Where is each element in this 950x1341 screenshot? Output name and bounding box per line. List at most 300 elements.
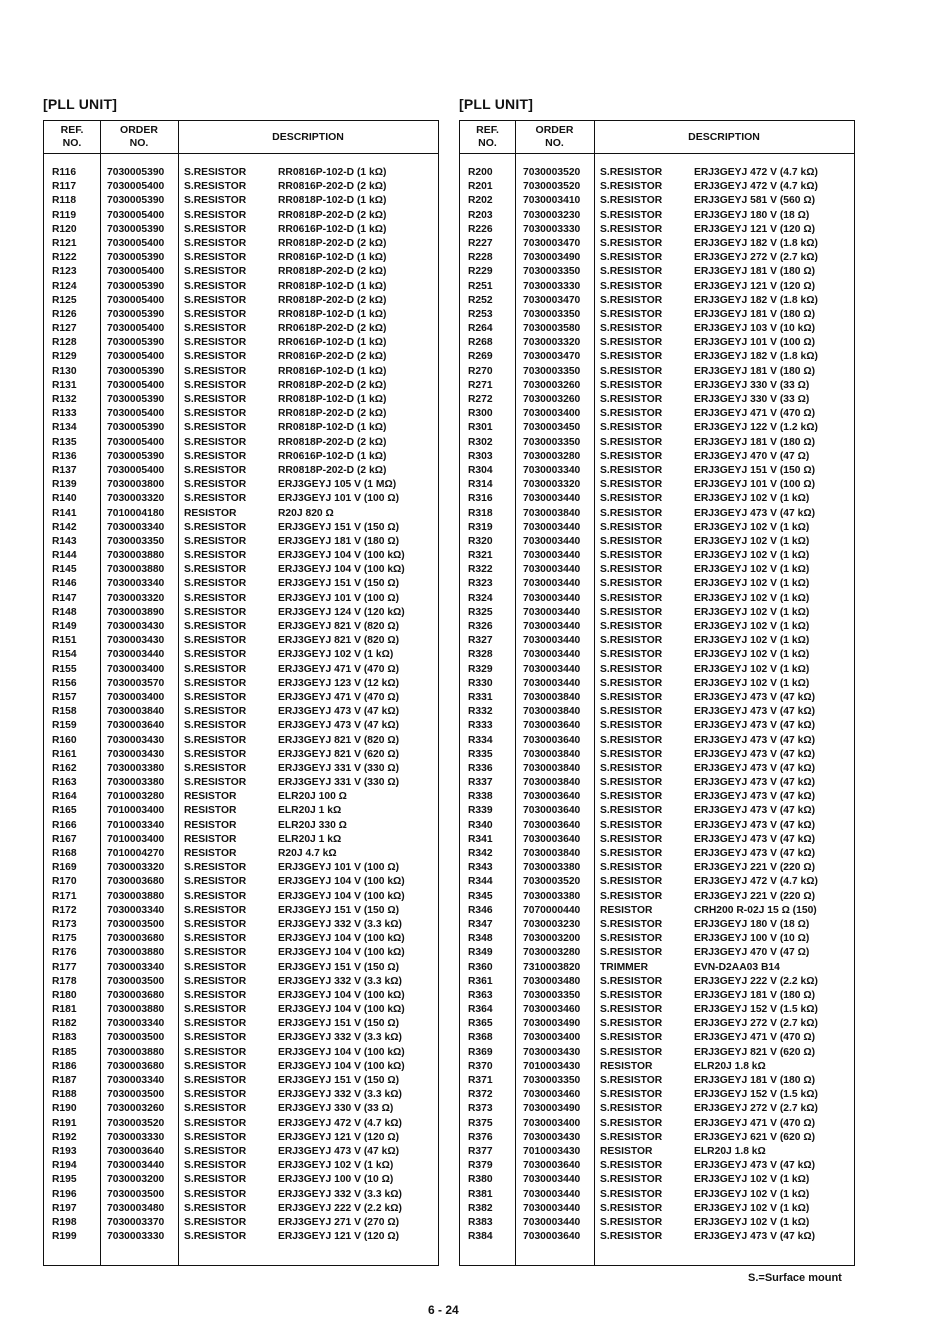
part-type: S.RESISTOR (600, 181, 663, 193)
order-no: 7030003840 (523, 748, 581, 760)
part-type: S.RESISTOR (184, 748, 247, 760)
order-no: 7030003320 (523, 337, 581, 349)
part-type: RESISTOR (184, 507, 237, 519)
part-value: ERJ3GEYJ 104 V (100 kΩ) (278, 876, 405, 888)
part-value: ERJ3GEYJ 332 V (3.3 kΩ) (278, 918, 402, 930)
table-row (460, 322, 854, 336)
ref-no: R193 (52, 1145, 77, 1157)
ref-no: R337 (468, 777, 493, 789)
part-type: S.RESISTOR (184, 1131, 247, 1143)
part-value: ERJ3GEYJ 471 V (470 Ω) (694, 1117, 816, 1129)
ref-no: R145 (52, 564, 77, 576)
order-no: 7030005390 (107, 167, 165, 178)
header-ref-no (460, 121, 515, 153)
ref-no: R343 (468, 862, 493, 874)
ref-no: R202 (468, 195, 493, 207)
table-row (460, 804, 854, 818)
table-row (460, 549, 854, 563)
part-value: ERJ3GEYJ 330 V (33 Ω) (694, 379, 810, 391)
ref-no: R124 (52, 280, 77, 292)
header-order-line1: ORDER (120, 124, 158, 136)
part-value: ERJ3GEYJ 104 V (100 kΩ) (278, 1060, 405, 1072)
order-no: 7030003340 (107, 578, 165, 590)
part-type: S.RESISTOR (184, 379, 247, 391)
table-row (44, 819, 438, 833)
ref-no: R146 (52, 578, 77, 590)
order-no: 7030003440 (107, 1160, 165, 1172)
ref-no: R363 (468, 989, 493, 1001)
part-value: ERJ3GEYJ 473 V (47 kΩ) (694, 791, 816, 803)
table-row (460, 1173, 854, 1187)
ref-no: R191 (52, 1117, 77, 1129)
ref-no: R271 (468, 379, 493, 391)
part-type: S.RESISTOR (184, 1046, 247, 1058)
part-value: ERJ3GEYJ 182 V (1.8 kΩ) (694, 351, 818, 363)
ref-no: R116 (52, 167, 77, 178)
order-no: 7030003680 (107, 1060, 165, 1072)
order-no: 7030005390 (107, 337, 165, 349)
order-no: 7030003340 (107, 521, 165, 533)
order-no: 7030003260 (523, 379, 581, 391)
part-value: ERJ3GEYJ 100 V (10 Ω) (694, 933, 810, 945)
ref-no: R144 (52, 550, 77, 562)
ref-no: R269 (468, 351, 493, 363)
ref-no: R185 (52, 1046, 77, 1058)
ref-no: R169 (52, 862, 77, 874)
ref-no: R137 (52, 464, 77, 476)
table-row (460, 1060, 854, 1074)
ref-no: R186 (52, 1060, 77, 1072)
part-value: ERJ3GEYJ 471 V (470 Ω) (278, 691, 400, 703)
ref-no: R368 (468, 1032, 493, 1044)
order-no: 7030003280 (523, 450, 581, 462)
part-type: S.RESISTOR (600, 408, 663, 420)
part-value: ERJ3GEYJ 102 V (1 kΩ) (694, 635, 810, 647)
part-value: ERJ3GEYJ 102 V (1 kΩ) (694, 493, 810, 505)
order-no: 7030003640 (523, 720, 581, 732)
part-value: ERJ3GEYJ 332 V (3.3 kΩ) (278, 1032, 402, 1044)
order-no: 7030003880 (107, 1046, 165, 1058)
part-value: RR0816P-102-D (1 kΩ) (278, 167, 387, 178)
header-description-label: DESCRIPTION (272, 130, 344, 143)
order-no: 7030003340 (107, 904, 165, 916)
part-type: S.RESISTOR (600, 493, 663, 505)
header-description-label: DESCRIPTION (688, 130, 760, 143)
table-row (460, 421, 854, 435)
ref-no: R148 (52, 606, 77, 618)
part-value: ERJ3GEYJ 473 V (47 kΩ) (278, 706, 400, 718)
table-row (44, 563, 438, 577)
table-row (460, 918, 854, 932)
order-no: 7030003840 (523, 762, 581, 774)
order-no: 7030005400 (107, 294, 165, 306)
ref-no: R324 (468, 592, 493, 604)
part-value: CRH200 R-02J 15 Ω (150) (694, 904, 817, 916)
table-row (44, 1088, 438, 1102)
table-row (44, 1188, 438, 1202)
order-no: 7030003440 (523, 592, 581, 604)
part-type: S.RESISTOR (600, 365, 663, 377)
part-value: ERJ3GEYJ 102 V (1 kΩ) (694, 550, 810, 562)
order-no: 7030003640 (523, 819, 581, 831)
table-row (460, 478, 854, 492)
table-row (44, 734, 438, 748)
table-row (460, 308, 854, 322)
part-value: ERJ3GEYJ 473 V (47 kΩ) (694, 734, 816, 746)
part-type: S.RESISTOR (600, 833, 663, 845)
order-no: 7030003440 (523, 1174, 581, 1186)
order-no: 7030003340 (107, 1075, 165, 1086)
ref-no: R316 (468, 493, 493, 505)
table-row (460, 989, 854, 1003)
part-value: ELR20J 330 Ω (278, 819, 347, 831)
order-no: 7030003400 (523, 1032, 581, 1044)
table-row (44, 634, 438, 648)
table-row (460, 975, 854, 989)
ref-no: R139 (52, 479, 77, 491)
part-value: R20J 820 Ω (278, 507, 334, 519)
order-no: 7030003450 (523, 422, 581, 434)
table-row (44, 606, 438, 620)
order-no: 7030003400 (107, 663, 165, 675)
part-type: S.RESISTOR (600, 1117, 663, 1129)
table-row (44, 1117, 438, 1131)
ref-no: R334 (468, 734, 493, 746)
order-no: 7030003330 (523, 223, 581, 235)
part-type: S.RESISTOR (600, 535, 663, 547)
part-type: S.RESISTOR (600, 791, 663, 803)
ref-no: R252 (468, 294, 493, 306)
ref-no: R176 (52, 947, 77, 959)
part-type: S.RESISTOR (600, 351, 663, 363)
part-value: ERJ3GEYJ 151 V (150 Ω) (278, 961, 400, 973)
table-row (460, 1145, 854, 1159)
part-type: S.RESISTOR (184, 550, 247, 562)
part-value: RR0818P-202-D (2 kΩ) (278, 266, 387, 278)
order-no: 7030005390 (107, 195, 165, 207)
part-type: S.RESISTOR (600, 975, 663, 987)
part-type: S.RESISTOR (184, 209, 247, 221)
part-value: ERJ3GEYJ 222 V (2.2 kΩ) (278, 1202, 402, 1214)
table-row (44, 833, 438, 847)
part-value: ERJ3GEYJ 101 V (100 Ω) (278, 592, 400, 604)
part-value: ERJ3GEYJ 471 V (470 Ω) (694, 408, 816, 420)
ref-no: R360 (468, 961, 493, 973)
table-row (460, 819, 854, 833)
table-row (460, 847, 854, 861)
order-no: 7030003440 (523, 635, 581, 647)
part-type: S.RESISTOR (600, 635, 663, 647)
table-row (460, 379, 854, 393)
order-no: 7030003440 (523, 663, 581, 675)
part-value: RR0818P-102-D (1 kΩ) (278, 308, 387, 320)
ref-no: R203 (468, 209, 493, 221)
part-value: ERJ3GEYJ 101 V (100 Ω) (694, 337, 816, 349)
part-value: ERJ3GEYJ 102 V (1 kΩ) (278, 1160, 394, 1172)
table-row (44, 890, 438, 904)
ref-no: R162 (52, 762, 77, 774)
part-type: S.RESISTOR (184, 280, 247, 292)
part-value: ELR20J 100 Ω (278, 791, 347, 803)
part-type: S.RESISTOR (184, 621, 247, 632)
order-no: 7030003580 (523, 323, 581, 335)
table-row (460, 507, 854, 521)
part-value: ERJ3GEYJ 821 V (820 Ω) (278, 635, 400, 647)
ref-no: R341 (468, 833, 493, 845)
table-row (44, 336, 438, 350)
table-row (44, 790, 438, 804)
header-order-line2: NO. (129, 137, 149, 149)
table-row (44, 847, 438, 861)
order-no: 7010003400 (107, 833, 165, 845)
ref-no: R182 (52, 1018, 77, 1030)
part-type: S.RESISTOR (184, 947, 247, 959)
part-value: ERJ3GEYJ 181 V (180 Ω) (694, 266, 816, 278)
order-no: 7030003350 (523, 989, 581, 1001)
order-no: 7030003490 (523, 1018, 581, 1030)
part-value: ERJ3GEYJ 104 V (100 kΩ) (278, 1046, 405, 1058)
part-type: S.RESISTOR (600, 1216, 663, 1228)
part-value: ERJ3GEYJ 821 V (620 Ω) (278, 748, 400, 760)
ref-no: R336 (468, 762, 493, 774)
part-value: ERJ3GEYJ 101 V (100 Ω) (278, 862, 400, 874)
part-type: S.RESISTOR (184, 181, 247, 193)
ref-no: R251 (468, 280, 493, 292)
order-no: 7030003680 (107, 876, 165, 888)
order-no: 7030005390 (107, 223, 165, 235)
left-table-rows (44, 166, 438, 1244)
table-row (44, 521, 438, 535)
part-type: S.RESISTOR (600, 1160, 663, 1172)
table-row (460, 961, 854, 975)
table-row (44, 166, 438, 180)
table-row (44, 194, 438, 208)
ref-no: R344 (468, 876, 493, 888)
part-type: S.RESISTOR (600, 436, 663, 448)
part-type: S.RESISTOR (184, 195, 247, 207)
part-type: S.RESISTOR (600, 691, 663, 703)
order-no: 7030003440 (523, 578, 581, 590)
order-no: 7030003440 (523, 564, 581, 576)
part-value: ERJ3GEYJ 473 V (47 kΩ) (278, 1145, 400, 1157)
part-type: S.RESISTOR (184, 493, 247, 505)
part-value: ERJ3GEYJ 180 V (18 Ω) (694, 209, 810, 221)
table-row (460, 294, 854, 308)
table-row (460, 464, 854, 478)
table-row (460, 762, 854, 776)
table-row (44, 280, 438, 294)
part-type: S.RESISTOR (184, 337, 247, 349)
order-no: 7030003520 (107, 1117, 165, 1129)
part-value: ERJ3GEYJ 181 V (180 Ω) (694, 989, 816, 1001)
order-no: 7030005390 (107, 394, 165, 405)
order-no: 7030003520 (523, 876, 581, 888)
ref-no: R132 (52, 394, 77, 405)
ref-no: R180 (52, 989, 77, 1001)
order-no: 7030003460 (523, 1089, 581, 1101)
table-row (460, 1074, 854, 1088)
part-type: RESISTOR (184, 819, 237, 831)
part-value: ERJ3GEYJ 821 V (820 Ω) (278, 621, 400, 632)
table-row (44, 251, 438, 265)
table-row (44, 393, 438, 407)
table-row (44, 1173, 438, 1187)
table-row (44, 861, 438, 875)
order-no: 7030003840 (107, 706, 165, 718)
order-no: 7030003340 (107, 1018, 165, 1030)
part-value: ERJ3GEYJ 473 V (47 kΩ) (694, 720, 816, 732)
ref-no: R377 (468, 1145, 493, 1157)
table-row (44, 592, 438, 606)
table-row (44, 237, 438, 251)
table-row (44, 407, 438, 421)
ref-no: R338 (468, 791, 493, 803)
table-row (44, 1074, 438, 1088)
order-no: 7030003340 (523, 464, 581, 476)
table-row (44, 932, 438, 946)
order-no: 7030003400 (107, 691, 165, 703)
part-type: S.RESISTOR (600, 762, 663, 774)
order-no: 7030003350 (523, 266, 581, 278)
ref-no: R200 (468, 167, 493, 178)
order-no: 7030003480 (523, 975, 581, 987)
part-type: S.RESISTOR (184, 918, 247, 930)
header-description (178, 121, 438, 153)
part-type: S.RESISTOR (600, 805, 663, 817)
part-value: ERJ3GEYJ 121 V (120 Ω) (694, 280, 816, 292)
ref-no: R380 (468, 1174, 493, 1186)
order-no: 7030003350 (523, 308, 581, 320)
part-type: S.RESISTOR (184, 436, 247, 448)
ref-no: R342 (468, 848, 493, 859)
ref-no: R183 (52, 1032, 77, 1044)
ref-no: R163 (52, 777, 77, 789)
table-row (44, 421, 438, 435)
part-value: ERJ3GEYJ 101 V (100 Ω) (694, 479, 816, 491)
table-row (44, 350, 438, 364)
part-value: RR0818P-202-D (2 kΩ) (278, 464, 387, 476)
table-row (44, 1145, 438, 1159)
order-no: 7030003500 (107, 1032, 165, 1044)
table-row (44, 1017, 438, 1031)
order-no: 7030003400 (523, 408, 581, 420)
order-no: 7030003840 (523, 691, 581, 703)
order-no: 7030003500 (107, 918, 165, 930)
ref-no: R345 (468, 890, 493, 902)
part-value: ERJ3GEYJ 101 V (100 Ω) (278, 493, 400, 505)
order-no: 7030003440 (523, 1202, 581, 1214)
part-type: S.RESISTOR (600, 606, 663, 618)
part-value: ERJ3GEYJ 180 V (18 Ω) (694, 918, 810, 930)
part-value: RR0818P-202-D (2 kΩ) (278, 294, 387, 306)
ref-no: R347 (468, 918, 493, 930)
ref-no: R155 (52, 663, 77, 675)
part-value: RR0818P-102-D (1 kΩ) (278, 195, 387, 207)
part-value: ERJ3GEYJ 152 V (1.5 kΩ) (694, 1004, 818, 1016)
table-row (460, 1088, 854, 1102)
order-no: 7030003440 (523, 1188, 581, 1200)
part-type: S.RESISTOR (184, 351, 247, 363)
part-type: S.RESISTOR (600, 1188, 663, 1200)
ref-no: R164 (52, 791, 77, 803)
part-type: S.RESISTOR (184, 223, 247, 235)
part-type: S.RESISTOR (600, 1131, 663, 1143)
part-value: ERJ3GEYJ 473 V (47 kΩ) (278, 720, 400, 732)
part-type: S.RESISTOR (184, 663, 247, 675)
table-row (460, 1131, 854, 1145)
part-value: ERJ3GEYJ 152 V (1.5 kΩ) (694, 1089, 818, 1101)
ref-no: R158 (52, 706, 77, 718)
part-value: ERJ3GEYJ 222 V (2.2 kΩ) (694, 975, 818, 987)
part-value: ERJ3GEYJ 221 V (220 Ω) (694, 890, 816, 902)
ref-no: R170 (52, 876, 77, 888)
part-type: S.RESISTOR (600, 777, 663, 789)
order-no: 7030003440 (523, 606, 581, 618)
part-value: ERJ3GEYJ 473 V (47 kΩ) (694, 748, 816, 760)
ref-no: R382 (468, 1202, 493, 1214)
ref-no: R329 (468, 663, 493, 675)
order-no: 7030003350 (523, 436, 581, 448)
header-order-line1: ORDER (535, 124, 574, 136)
order-no: 7030003640 (523, 805, 581, 817)
part-type: S.RESISTOR (600, 592, 663, 604)
table-row (44, 648, 438, 662)
part-type: S.RESISTOR (600, 876, 663, 888)
part-type: S.RESISTOR (600, 621, 663, 632)
part-value: RR0616P-102-D (1 kΩ) (278, 223, 387, 235)
table-row (460, 648, 854, 662)
ref-no: R379 (468, 1160, 493, 1172)
part-value: ERJ3GEYJ 102 V (1 kΩ) (694, 1188, 810, 1200)
table-row (44, 1046, 438, 1060)
table-row (44, 1216, 438, 1230)
table-row (460, 265, 854, 279)
table-row (44, 762, 438, 776)
order-no: 7010003340 (107, 819, 165, 831)
part-type: S.RESISTOR (184, 464, 247, 476)
ref-no: R346 (468, 904, 493, 916)
part-value: ERJ3GEYJ 332 V (3.3 kΩ) (278, 975, 402, 987)
table-row (460, 1102, 854, 1116)
table-row (44, 1060, 438, 1074)
table-row (460, 492, 854, 506)
part-type: S.RESISTOR (600, 848, 663, 859)
ref-no: R327 (468, 635, 493, 647)
order-no: 7030003200 (523, 933, 581, 945)
order-no: 7030003880 (107, 947, 165, 959)
ref-no: R178 (52, 975, 77, 987)
ref-no: R121 (52, 237, 77, 249)
order-no: 7030003490 (523, 252, 581, 264)
part-type: S.RESISTOR (184, 1231, 247, 1243)
table-row (44, 875, 438, 889)
ref-no: R167 (52, 833, 77, 845)
part-type: S.RESISTOR (184, 1060, 247, 1072)
order-no: 7030005400 (107, 436, 165, 448)
part-type: S.RESISTOR (600, 450, 663, 462)
part-value: ERJ3GEYJ 473 V (47 kΩ) (694, 777, 816, 789)
part-value: RR0618P-202-D (2 kΩ) (278, 323, 387, 335)
ref-no: R149 (52, 621, 77, 632)
right-parts-table (459, 120, 855, 1266)
ref-no: R303 (468, 450, 493, 462)
part-value: ERJ3GEYJ 104 V (100 kΩ) (278, 550, 405, 562)
table-row (44, 804, 438, 818)
part-value: ELR20J 1 kΩ (278, 805, 342, 817)
part-type: S.RESISTOR (184, 479, 247, 491)
part-value: ERJ3GEYJ 151 V (150 Ω) (278, 1075, 400, 1086)
part-value: ERJ3GEYJ 470 V (47 Ω) (694, 450, 810, 462)
